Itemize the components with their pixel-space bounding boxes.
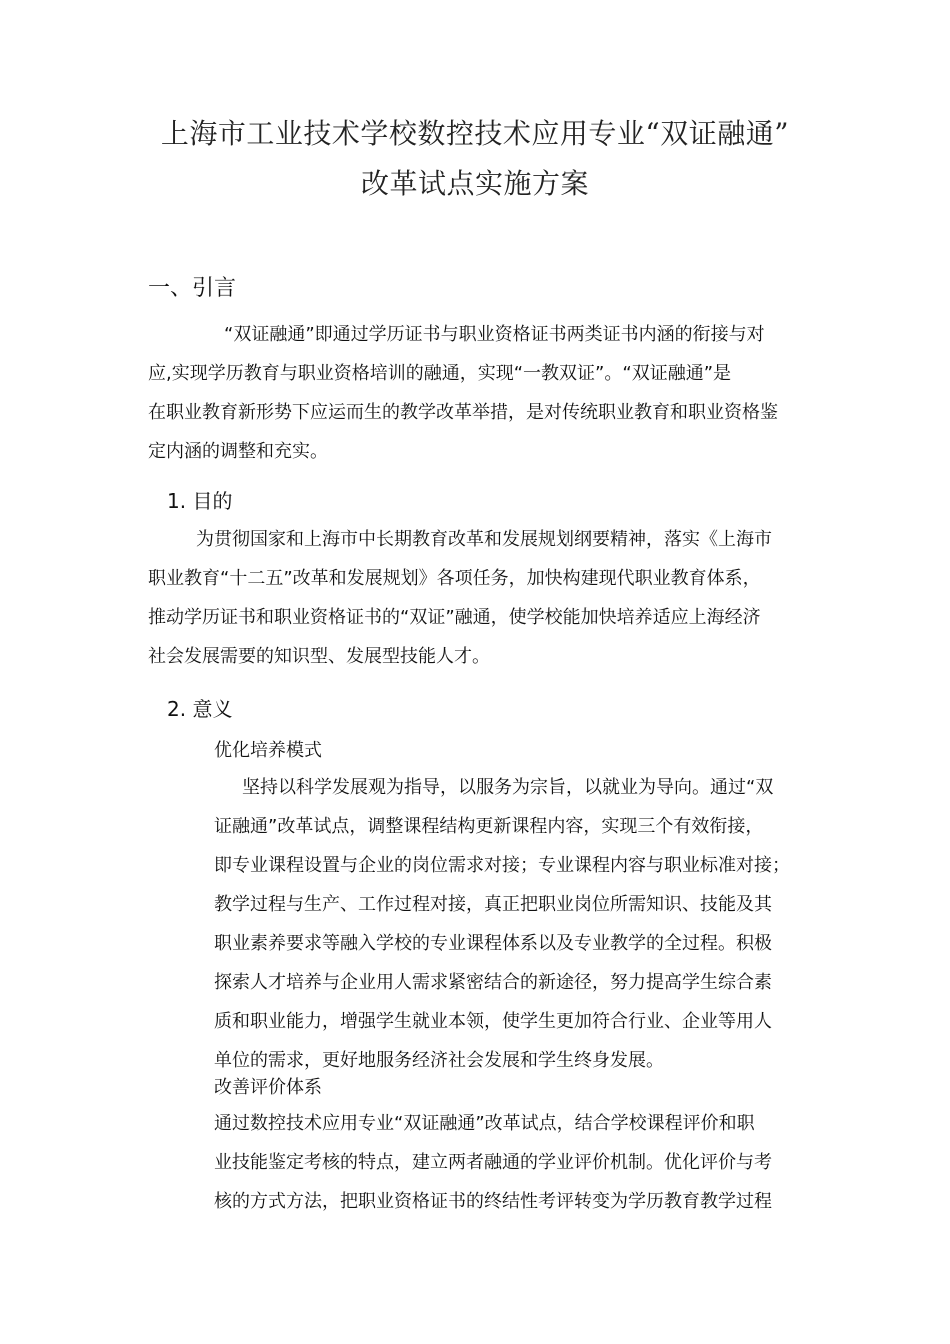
paragraph-line: 应,实现学历教育与职业资格培训的融通，实现“一教双证”。“双证融通”是 — [148, 363, 732, 384]
paragraph-line: 在职业教育新形势下应运而生的教学改革举措，是对传统职业教育和职业资格鉴 — [148, 402, 778, 423]
paragraph-line: 教学过程与生产、工作过程对接，真正把职业岗位所需知识、技能及其 — [214, 894, 772, 915]
evaluation-paragraph — [214, 1104, 818, 1221]
goal-paragraph — [148, 520, 818, 676]
paragraph-line: 质和职业能力，增强学生就业本领，使学生更加符合行业、企业等用人 — [214, 1011, 772, 1032]
paragraph-line: 社会发展需要的知识型、发展型技能人才。 — [148, 646, 490, 667]
paragraph-line: 证融通”改革试点，调整课程结构更新课程内容，实现三个有效衔接， — [214, 816, 764, 837]
paragraph-line: 职业素养要求等融入学校的专业课程体系以及专业教学的全过程。积极 — [214, 933, 772, 954]
evaluation-heading: 改善评价体系 — [214, 1077, 322, 1098]
paragraph-line: 核的方式方法，把职业资格证书的终结性考评转变为学历教育教学过程 — [214, 1191, 772, 1212]
paragraph-line: 推动学历证书和职业资格证书的“双证”融通，使学校能加快培养适应上海经济 — [148, 607, 761, 628]
paragraph-line: 即专业课程设置与企业的岗位需求对接；专业课程内容与职业标准对接； — [214, 855, 790, 876]
paragraph-line: 为贯彻国家和上海市中长期教育改革和发展规划纲要精神，落实《上海市 — [196, 529, 772, 550]
paragraph-line: 通过数控技术应用专业“双证融通”改革试点，结合学校课程评价和职 — [214, 1113, 755, 1134]
document-title-line2: 改革试点实施方案 — [360, 167, 589, 200]
subsection-heading-goal: 1. 目的 — [167, 489, 233, 513]
paragraph-line: “双证融通”即通过学历证书与职业资格证书两类证书内涵的衔接与对 — [224, 324, 765, 345]
optimize-heading: 优化培养模式 — [214, 740, 322, 761]
subsection-heading-meaning: 2. 意义 — [167, 697, 233, 721]
paragraph-line: 探索人才培养与企业用人需求紧密结合的新途径，努力提高学生综合素 — [214, 972, 772, 993]
paragraph-line: 单位的需求，更好地服务经济社会发展和学生终身发展。 — [214, 1050, 664, 1071]
paragraph-line: 定内涵的调整和充实。 — [148, 441, 328, 462]
document-title-line1: 上海市工业技术学校数控技术应用专业“双证融通” — [160, 117, 790, 150]
paragraph-line: 坚持以科学发展观为指导，以服务为宗旨，以就业为导向。通过“双 — [242, 777, 774, 798]
section-heading-introduction: 一、引言 — [148, 276, 237, 301]
paragraph-line: 职业教育“十二五”改革和发展规划》各项任务，加快构建现代职业教育体系， — [148, 568, 761, 589]
optimize-paragraph — [214, 768, 818, 1080]
paragraph-line: 业技能鉴定考核的特点，建立两者融通的学业评价机制。优化评价与考 — [214, 1152, 772, 1173]
intro-paragraph — [148, 315, 818, 471]
